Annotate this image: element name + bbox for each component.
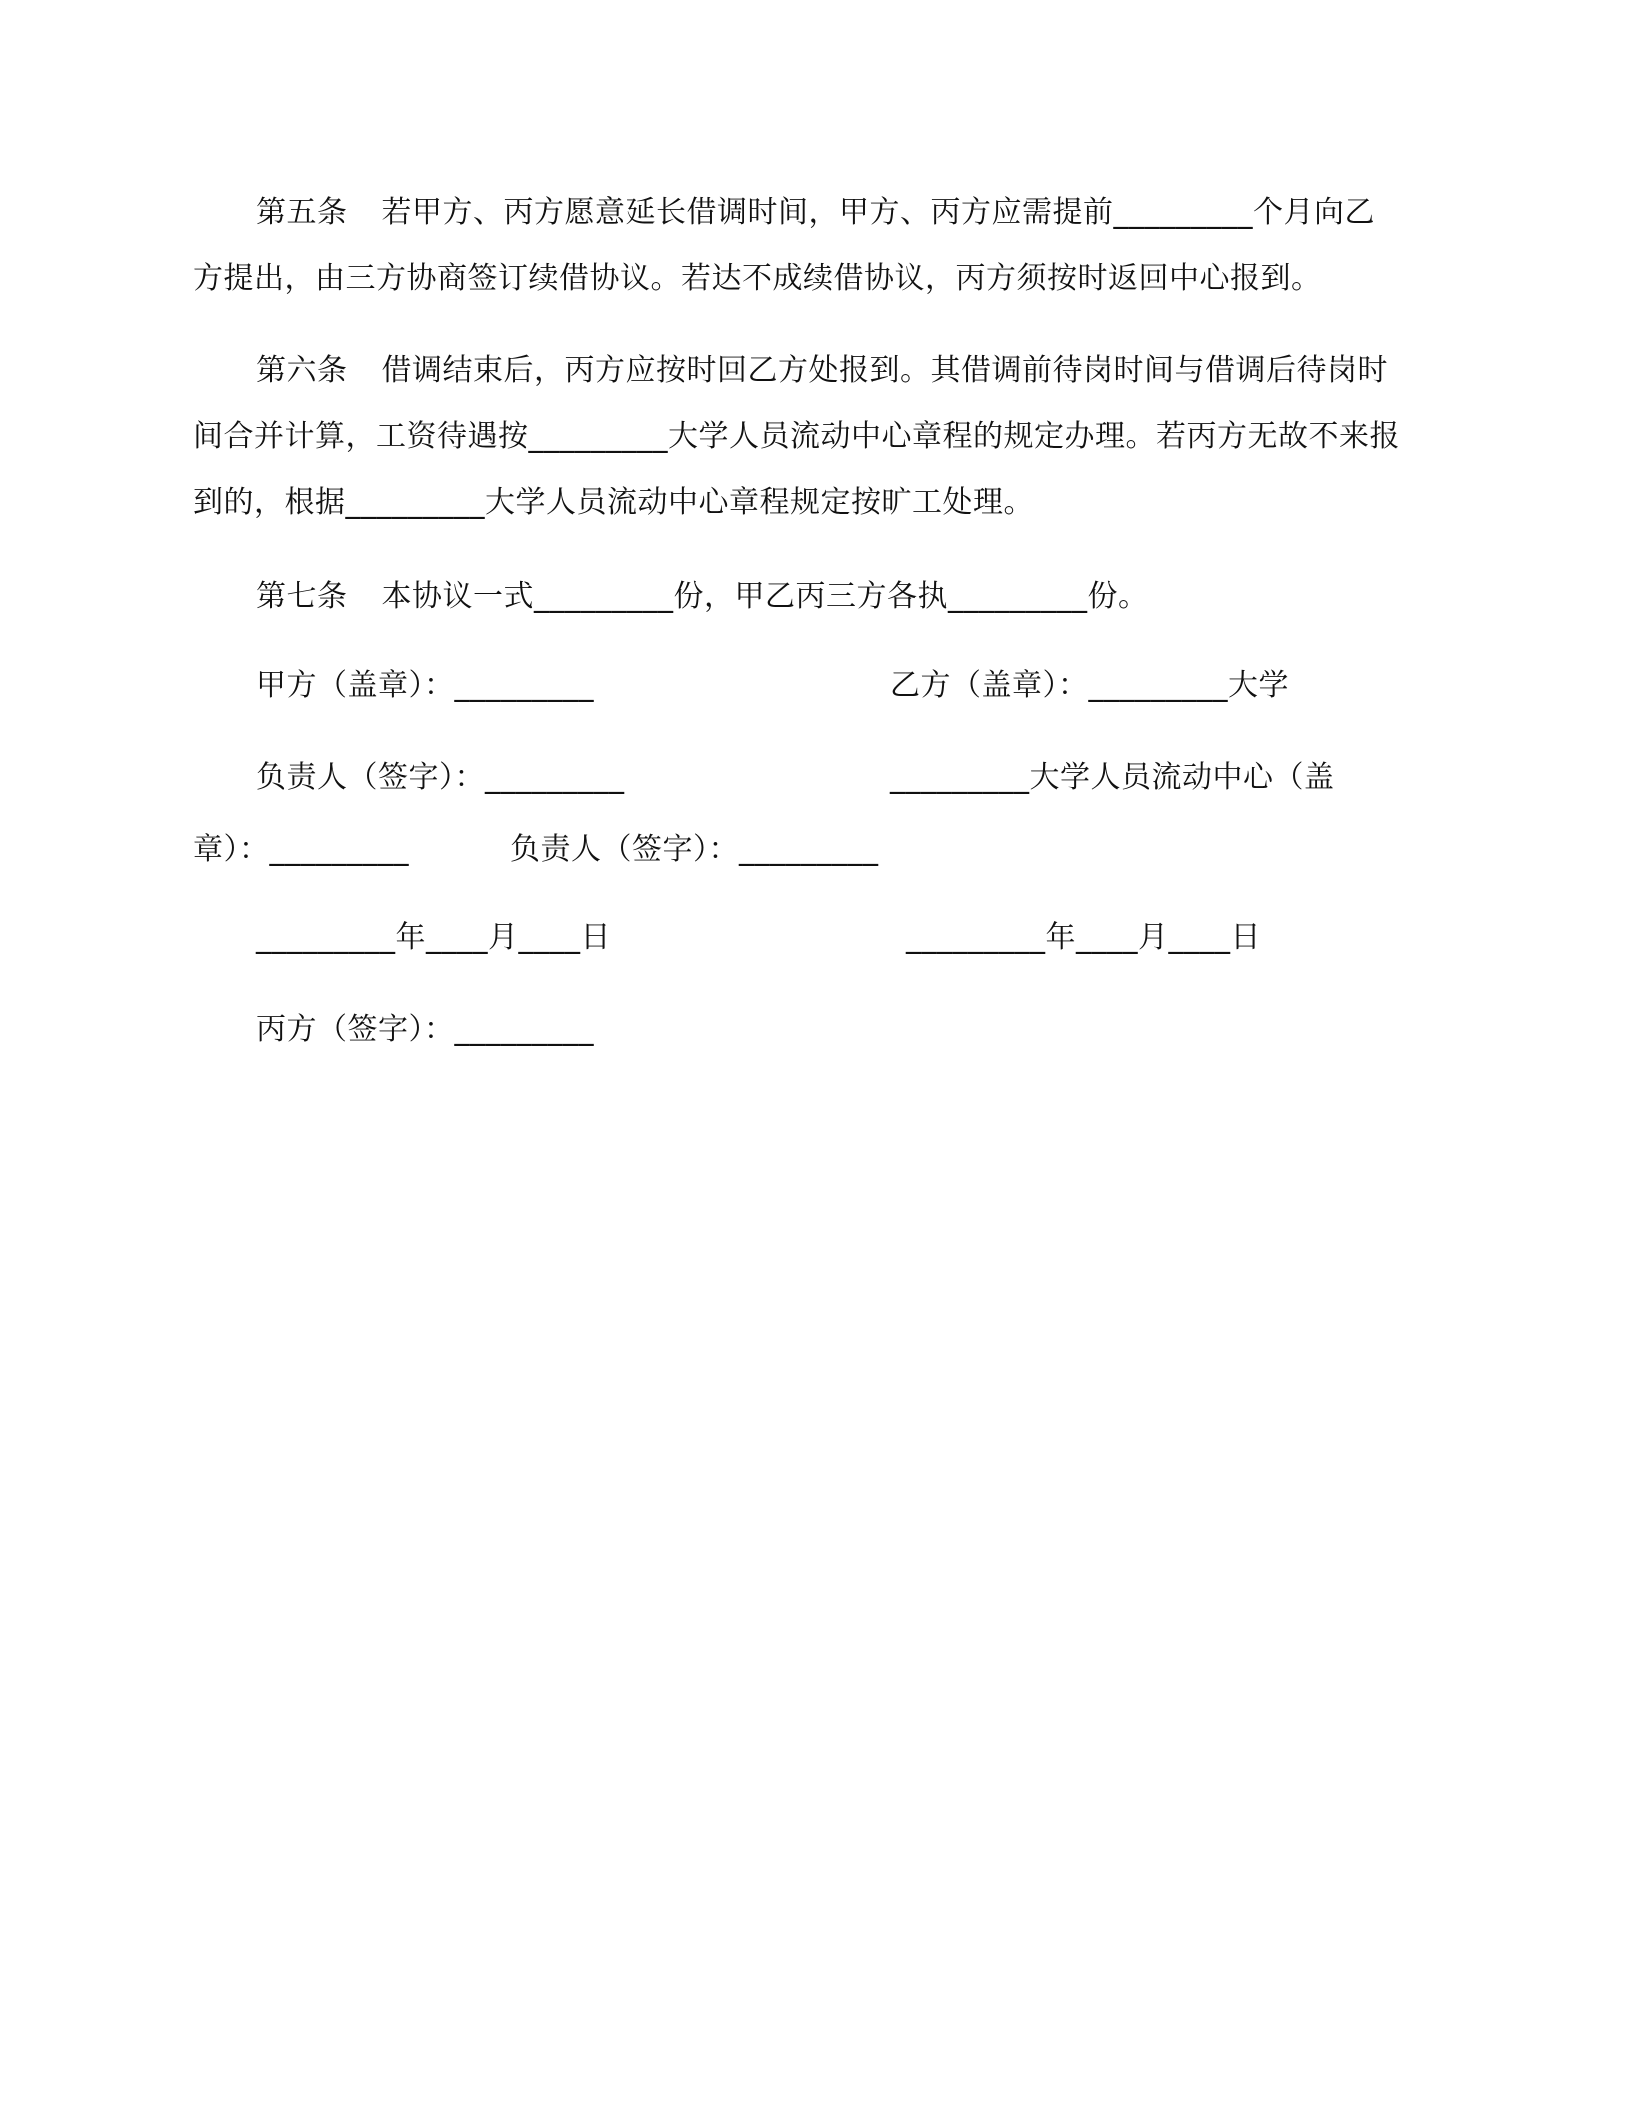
article-6 [193, 338, 1403, 536]
party-a-rep-line: 负责人（签字）：_________ [256, 760, 625, 795]
article-7 [193, 564, 1403, 630]
party-b-rep-line: 负责人（签字）：_________ [510, 832, 879, 867]
article-7-number: 第七条 [256, 579, 348, 614]
party-b-seal-line: 乙方（盖章）：_________大学 [890, 668, 1289, 703]
party-a-date-line: _________年____月____日 [256, 920, 611, 955]
article-7-text: 本协议一式_________份，甲乙丙三方各执_________份。 [381, 579, 1149, 614]
party-b-date-line: _________年____月____日 [906, 920, 1261, 955]
article-5-text: 若甲方、丙方愿意延长借调时间，甲方、丙方应需提前_________个月向乙方提出，由三方协商签订续借协议。若达不成续借协议，丙方须按时返回中心报到。 [193, 195, 1375, 296]
party-c-sign-line: 丙方（签字）：_________ [256, 1012, 594, 1047]
article-6-number: 第六条 [256, 353, 348, 388]
party-a-seal-line: 甲方（盖章）：_________ [256, 668, 594, 703]
article-5 [193, 180, 1403, 312]
article-5-number: 第五条 [256, 195, 348, 230]
article-6-text: 借调结束后，丙方应按时回乙方处报到。其借调前待岗时间与借调后待岗时间合并计算，工资待遇按_________大学人员流动中心章程的规定办理。若丙方无故不来报到的，根据_________大学人员流动中心章程规定按旷工处理。 [193, 353, 1400, 520]
party-b-center-seal-end: 章）：_________ [193, 832, 409, 867]
party-b-center-seal-start: _________大学人员流动中心（盖 [890, 760, 1335, 795]
